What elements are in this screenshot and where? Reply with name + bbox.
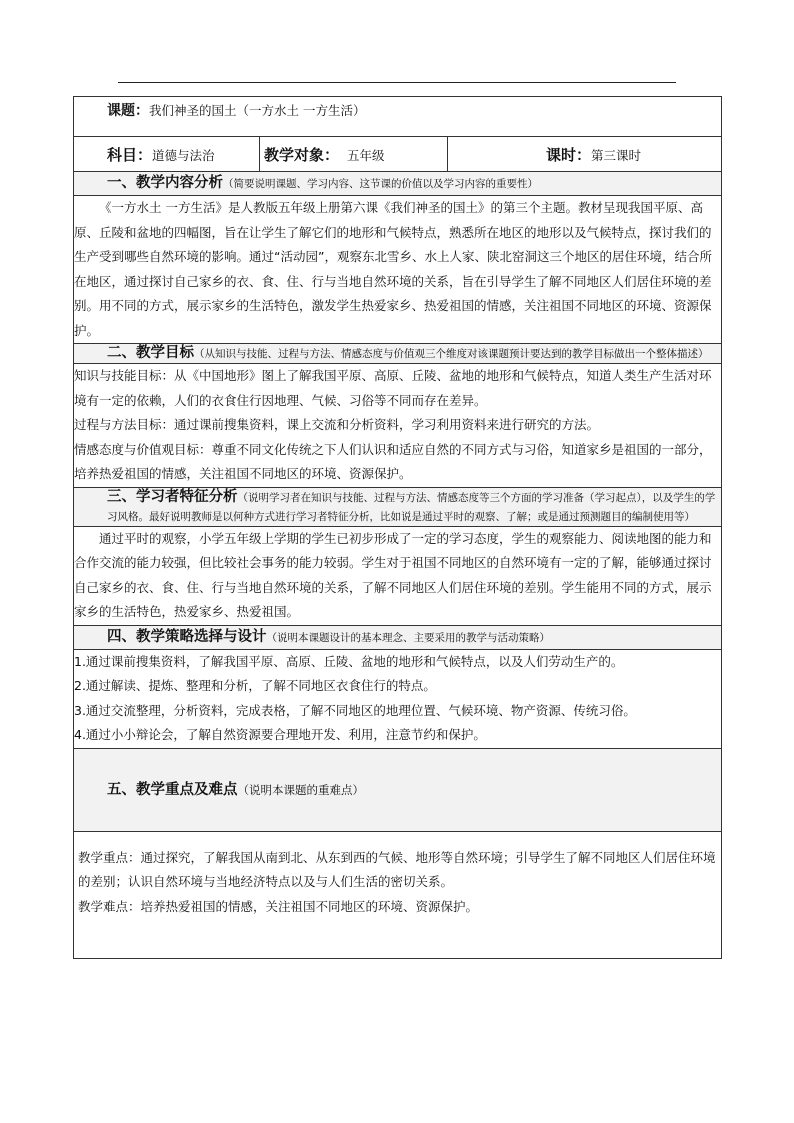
topic-cell bbox=[74, 97, 722, 137]
strategy-item-3: 3.通过交流整理，分析资料，完成表格，了解不同地区的地理位置、气候环境、物产资源、传统习俗。 bbox=[74, 702, 636, 718]
objective-process: 过程与方法目标：通过课前搜集资料，课上交流和分析资料，学习利用资料来进行研究的方法。 bbox=[74, 417, 600, 432]
audience-value: 五年级 bbox=[346, 147, 385, 163]
audience-label: 教学对象： bbox=[264, 145, 340, 164]
subject-label: 科目： bbox=[107, 145, 153, 164]
key-points: 教学重点：通过探究，了解我国从南到北、从东到西的气候、地形等自然环境；引导学生了解不同地区人们居住环境的差别；认识自然环境与当地经济特点以及与人们生活的密切关系。 bbox=[78, 849, 716, 889]
section-3-heading bbox=[74, 487, 722, 526]
section-5-body-row bbox=[74, 831, 722, 958]
period-cell bbox=[448, 137, 722, 172]
strategy-item-1: 1.通过课前搜集资料，了解我国平原、高原、丘陵、盆地的地形和气候特点，以及人们劳动生产的。 bbox=[74, 653, 624, 669]
section-4-heading bbox=[74, 625, 722, 649]
strategy-item-4: 4.通过小小辩论会，了解自然资源要合理地开发、利用，注意节约和保护。 bbox=[74, 727, 486, 742]
topic-label: 课题： bbox=[107, 103, 149, 119]
objective-attitude: 情感态度与价值观目标：尊重不同文化传统之下人们认识和适应自然的不同方式与习俗，知道家乡是祖国的一部分，培养热爱祖国的情感，关注祖国不同地区的环境、资源保护。 bbox=[74, 441, 712, 481]
section-5-heading-cell bbox=[74, 748, 722, 831]
difficult-points: 教学难点：培养热爱祖国的情感，关注祖国不同地区的环境、资源保护。 bbox=[78, 898, 479, 914]
meta-row bbox=[74, 137, 722, 172]
section-2-heading bbox=[74, 344, 722, 364]
section-1-head-row bbox=[74, 172, 722, 196]
section-3-note: （说明学习者在知识与技能、过程与方法、情感态度等三个方面的学习准备（学习起点），以及学生的学习风格。最好说明教师是以何种方式进行学习者特征分析，比如说是通过平时的观察、了解；或是通过预测题目的编制使用等） bbox=[107, 491, 716, 523]
section-4-head-row bbox=[74, 625, 722, 649]
section-5-head-row bbox=[74, 748, 722, 831]
section-3-title: 三、学习者特征分析 bbox=[107, 488, 238, 505]
subject-cell bbox=[74, 137, 260, 172]
section-2-note: （从知识与技能、过程与方法、情感态度与价值观三个维度对该课题预计要达到的教学目标做出一个整体描述） bbox=[194, 348, 709, 360]
section-3-body-row bbox=[74, 526, 722, 625]
objective-knowledge: 知识与技能目标：从《中国地形》图上了解我国平原、高原、丘陵、盆地的地形和气候特点，知道人类生产生活对环境有一定的依赖，人们的衣食住行因地理、气候、习俗等不同而存在差异。 bbox=[74, 368, 712, 408]
section-2-body-row bbox=[74, 364, 722, 488]
topic-row bbox=[74, 97, 722, 137]
section-5-note: （说明本课题的重难点） bbox=[237, 783, 364, 797]
section-2-body bbox=[74, 364, 722, 488]
section-5-body bbox=[74, 831, 722, 958]
section-4-body bbox=[74, 649, 722, 748]
section-1-heading bbox=[74, 172, 722, 196]
section-2-head-row bbox=[74, 344, 722, 364]
section-1-note: （简要说明课题、学习内容、这节课的价值以及学习内容的重要性） bbox=[223, 178, 538, 190]
page-header-rule bbox=[118, 82, 676, 83]
section-1-title: 一、教学内容分析 bbox=[107, 175, 223, 191]
section-2-title: 二、教学目标 bbox=[107, 345, 194, 361]
period-value: 第三课时 bbox=[591, 147, 642, 163]
section-5-heading bbox=[74, 775, 721, 804]
section-1-body: 《一方水土 一方生活》是人教版五年级上册第六课《我们神圣的国土》的第三个主题。教材呈现我国平原、高原、丘陵和盆地的四幅图，旨在让学生了解它们的地形和气候特点，熟悉所在地区的地形以及气候特点，探讨我们的生产受到哪些自然环境的影响。通过“活动园”，观察东北雪乡、水上人家、陕北窑洞这三个地区的居住环境，结合所在地区，通过探讨自己家乡的衣、食、住、行与当地自然环境的关系，旨在引导学生了解不同地区人们居住环境的差别。用不同的方式，展示家乡的生活特色，激发学生热爱家乡、热爱祖国的情感，关注祖国不同地区的环境、资源保护。 bbox=[74, 196, 722, 344]
section-4-body-row bbox=[74, 649, 722, 748]
section-3-head-row bbox=[74, 487, 722, 526]
section-1-body-row bbox=[74, 196, 722, 344]
section-5-title: 五、教学重点及难点 bbox=[107, 782, 238, 798]
subject-value: 道德与法治 bbox=[152, 147, 215, 163]
period-label: 课时： bbox=[546, 145, 592, 164]
section-4-title: 四、教学策略选择与设计 bbox=[107, 628, 267, 645]
audience-cell bbox=[260, 137, 448, 172]
lesson-plan-table bbox=[73, 96, 722, 959]
strategy-item-2: 2.通过解读、提炼、整理和分析，了解不同地区衣食住行的特点。 bbox=[74, 678, 436, 693]
topic-value: 我们神圣的国土（一方水土 一方生活） bbox=[149, 103, 366, 118]
section-4-note: （说明本课题设计的基本理念、主要采用的教学与活动策略） bbox=[266, 631, 550, 644]
section-3-body: 通过平时的观察，小学五年级上学期的学生已初步形成了一定的学习态度，学生的观察能力、阅读地图的能力和合作交流的能力较强，但比较社会事务的能力较弱。学生对于祖国不同地区的自然环境有一定的了解，能够通过探讨自己家乡的衣、食、住、行与当地自然环境的关系，了解不同地区人们居住环境的差别。学生能用不同的方式，展示家乡的生活特色，热爱家乡、热爱祖国。 bbox=[74, 526, 722, 625]
